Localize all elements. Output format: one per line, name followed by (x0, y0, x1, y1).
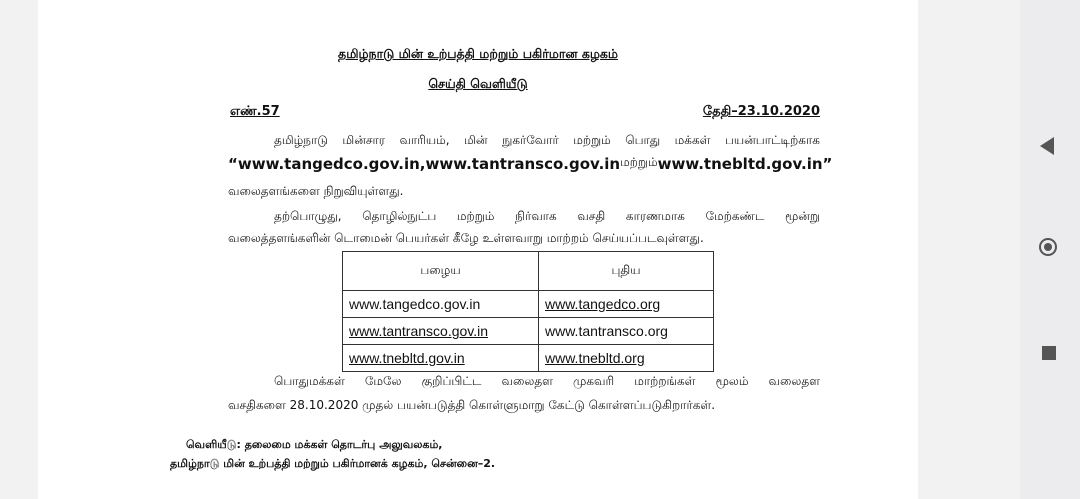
word: வாரியம், (399, 133, 450, 147)
word: மேற்கண்ட (705, 209, 765, 223)
word: முகவரி (573, 374, 615, 388)
table-row (343, 318, 714, 345)
word: பயன்பாட்டிற்காக (724, 133, 820, 147)
document-date: தேதி–23.10.2020 (702, 104, 820, 119)
para2-line2: வலைத்தளங்களின் டொமைன் பெயர்கள் கீழே உள்ளவாறு மாற்றம் செய்யப்படவுள்ளது. (228, 231, 704, 245)
new-domain[interactable]: www.tnebltd.org (539, 345, 714, 372)
word: தற்பொழுது, (274, 209, 342, 223)
word: காரணமாக (625, 209, 685, 223)
word: மற்றும் (573, 133, 611, 147)
domain-table (342, 251, 714, 372)
document-title: தமிழ்நாடு மின் உற்பத்தி மற்றும் பகிர்மான கழகம் (338, 46, 618, 61)
document-subtitle: செய்தி வெளியீடு (428, 76, 528, 91)
word: தமிழ்நாடு (274, 133, 328, 147)
para3-line1 (274, 374, 820, 390)
url-tnebltd: www.tnebltd.gov.in” (657, 155, 833, 173)
word: வசதி (577, 209, 606, 223)
para1-line3: வலைதளங்களை நிறுவியுள்ளது. (228, 184, 404, 198)
word: நிர்வாக (515, 209, 557, 223)
conjunction: மற்றும் (620, 155, 658, 169)
para3-line2: வசதிகளை 28.10.2020 முதல் பயன்படுத்தி கொள்ளுமாறு கேட்டு கொள்ளப்படுகிறார்கள். (228, 398, 716, 412)
header-new: புதிய (539, 252, 714, 291)
para1-urls-line (228, 155, 833, 173)
reference-number: எண்.57 (230, 104, 280, 119)
table-row (343, 345, 714, 372)
url-tantransco: www.tantransco.gov.in (425, 155, 621, 173)
word: மற்றும் (456, 209, 495, 223)
word: மாற்றங்கள் (634, 374, 696, 388)
old-domain[interactable]: www.tnebltd.gov.in (343, 345, 539, 372)
old-domain: www.tangedco.gov.in (343, 291, 539, 318)
word: தொழில்நுட்ப (362, 209, 437, 223)
para2-line1 (274, 209, 820, 225)
word: மூன்று (785, 209, 820, 223)
word: பொதுமக்கள் (274, 374, 345, 388)
table-row (343, 291, 714, 318)
new-domain: www.tantransco.org (539, 318, 714, 345)
table-header-row (343, 252, 714, 291)
word: மேலே (364, 374, 402, 388)
old-domain[interactable]: www.tantransco.gov.in (343, 318, 539, 345)
word: மின்சார (342, 133, 385, 147)
issuer-line2: தமிழ்நாடு மின் உற்பத்தி மற்றும் பகிர்மானக் கழகம், சென்னை–2. (170, 457, 496, 470)
issuer-line1: வெளியீடு: தலைமை மக்கள் தொடர்பு அலுவலகம், (186, 438, 443, 451)
para1-line1 (274, 133, 820, 149)
header-old: பழைய (343, 252, 539, 291)
word: நுகர்வோர் (501, 133, 559, 147)
url-tangedco: “www.tangedco.gov.in, (228, 155, 426, 173)
word: பொது (625, 133, 661, 147)
word: மூலம் (715, 374, 749, 388)
word: வலைதள (768, 374, 820, 388)
word: குறிப்பிட்ட (421, 374, 482, 388)
recents-square-icon[interactable] (1042, 346, 1056, 360)
word: மின் (464, 133, 488, 147)
word: வலைதள (501, 374, 553, 388)
new-domain[interactable]: www.tangedco.org (539, 291, 714, 318)
back-triangle-icon[interactable] (1040, 137, 1054, 155)
document-page (38, 0, 918, 499)
home-circle-icon[interactable] (1039, 238, 1057, 256)
word: மக்கள் (674, 133, 711, 147)
